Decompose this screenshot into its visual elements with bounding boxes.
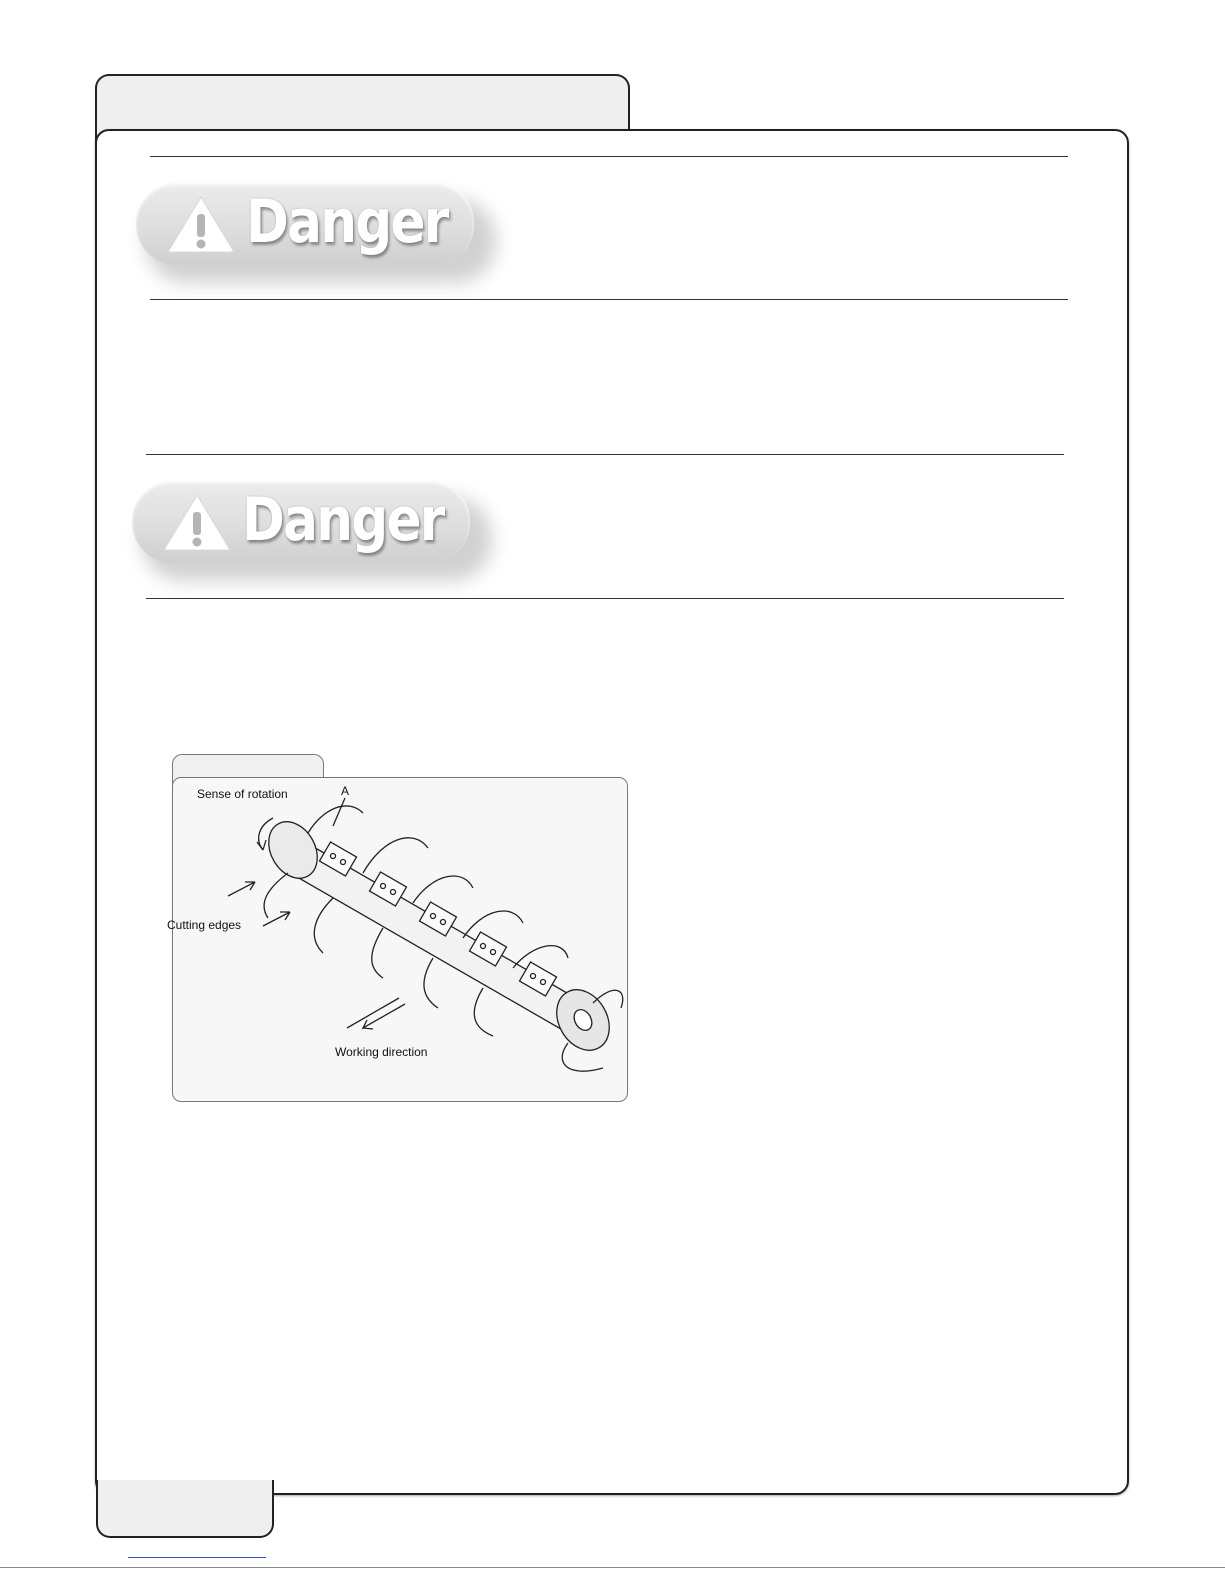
warning-triangle-icon [166,194,236,254]
danger-top-rule [150,156,1068,157]
danger-label: Danger [242,485,444,555]
danger-bottom-rule [146,598,1064,599]
footer-link-underline [128,1557,266,1558]
danger-top-rule [146,454,1064,455]
figure-panel [167,777,628,1102]
footer-tab [96,1480,274,1538]
danger-banner [136,183,496,283]
danger-label: Danger [246,187,448,257]
page-bottom-rule [0,1567,1225,1568]
danger-banner [132,481,492,581]
part-a-label: A [341,784,350,798]
warning-triangle-icon [162,492,232,552]
working-direction-label: Working direction [335,1045,428,1059]
cutting-edges-label: Cutting edges [167,918,242,932]
sense-of-rotation-label: Sense of rotation [197,787,288,801]
danger-bottom-rule [150,299,1068,300]
